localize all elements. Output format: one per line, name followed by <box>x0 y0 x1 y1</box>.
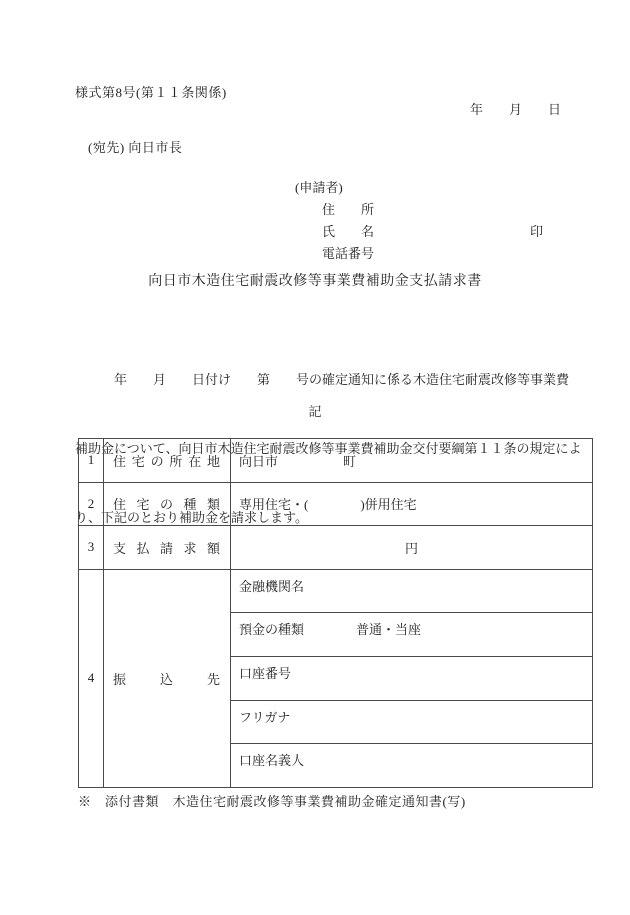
table-row-house-type <box>79 482 593 526</box>
record-mark: 記 <box>308 404 322 419</box>
row-label-transfer: 振込先 <box>104 569 231 787</box>
transfer-furigana: フリガナ <box>231 700 593 744</box>
row-number: 2 <box>79 482 104 526</box>
body-line-3: り、下記のとおり補助金を請求します。 <box>75 510 308 525</box>
table-row-transfer <box>79 569 593 613</box>
date-line: 年 月 日 <box>469 102 561 117</box>
transfer-bank-name: 金融機関名 <box>231 569 593 613</box>
row-label-residence: 住宅の所在地 <box>104 439 231 483</box>
row-value-house-type: 専用住宅・( )併用住宅 <box>231 482 593 526</box>
addressee: (宛先) 向日市長 <box>88 140 183 155</box>
document-title: 向日市木造住宅耐震改修等事業費補助金支払請求書 <box>148 274 482 289</box>
transfer-account-type: 預金の種類 普通・当座 <box>231 613 593 657</box>
transfer-account-number: 口座番号 <box>231 656 593 700</box>
row-label-house-type: 住宅の種類 <box>104 482 231 526</box>
body-line-1: 年 月 日付け 第 号の確定通知に係る木造住宅耐震改修等事業費 <box>75 372 570 387</box>
applicant-phone-label: 電話番号 <box>322 246 375 261</box>
row-number: 1 <box>79 439 104 483</box>
applicant-heading: (申請者) <box>295 180 343 195</box>
row-number: 3 <box>79 526 104 570</box>
row-value-residence: 向日市 町 <box>231 439 593 483</box>
request-table <box>78 438 593 788</box>
form-number: 様式第8号(第１１条関係) <box>75 85 227 100</box>
seal-mark: 印 <box>530 224 544 239</box>
table-row-amount <box>79 526 593 570</box>
row-number: 4 <box>79 569 104 787</box>
applicant-address-label: 住 所 <box>322 202 375 217</box>
row-value-amount: 円 <box>231 526 593 570</box>
row-label-amount: 支払請求額 <box>104 526 231 570</box>
table-row-residence <box>79 439 593 483</box>
body-line-2: 補助金について、向日市木造住宅耐震改修等事業費補助金交付要綱第１１条の規定によ <box>75 441 582 456</box>
transfer-account-holder: 口座名義人 <box>231 744 593 788</box>
applicant-name-label: 氏 名 <box>322 224 375 239</box>
footnote: ※ 添付書類 木造住宅耐震改修等事業費補助金確定通知書(写) <box>78 794 466 809</box>
